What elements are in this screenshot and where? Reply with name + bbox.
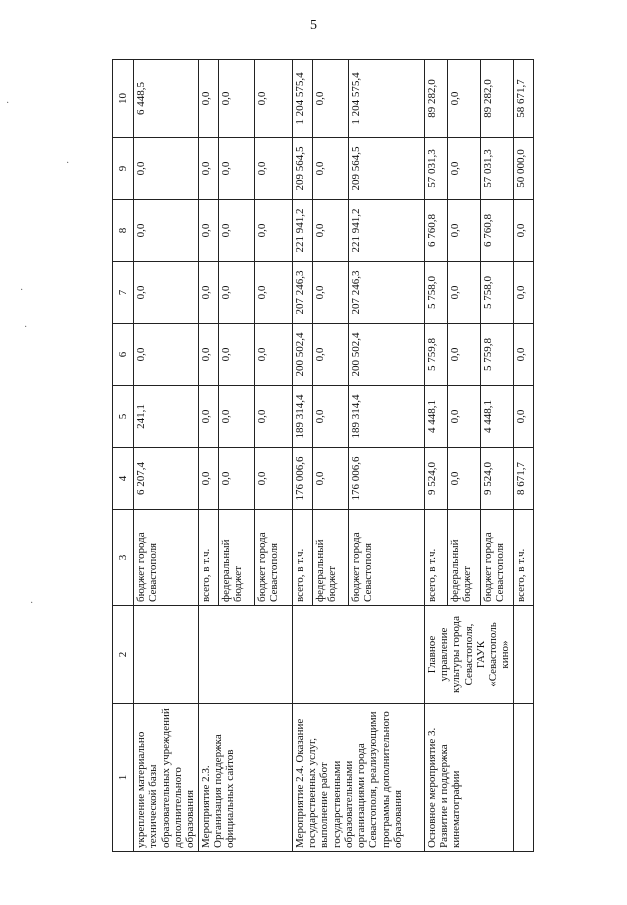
value-cell: 176 006,6	[292, 448, 312, 510]
executor-cell	[198, 606, 292, 704]
value-cell: 0,0	[198, 262, 218, 324]
column-header: 4	[113, 448, 134, 510]
value-cell: 0,0	[198, 324, 218, 386]
table-row	[292, 60, 312, 852]
event-name-cell: Мероприятие 2.4. Оказание государственных услуг, выполнение работ государственными образовательными организациями города Севастополя, реализующими программы дополнительного образования	[292, 704, 424, 852]
value-cell: 0,0	[513, 324, 533, 386]
value-cell: 0,0	[254, 386, 292, 448]
value-cell: 0,0	[218, 60, 254, 138]
value-cell: 0,0	[312, 138, 348, 200]
executor-cell	[292, 606, 424, 704]
value-cell: 176 006,6	[348, 448, 424, 510]
value-cell: 5 758,0	[480, 262, 513, 324]
event-name-cell: Основное мероприятие 3. Развитие и поддержка кинематографии	[424, 704, 513, 852]
value-cell: 0,0	[134, 324, 199, 386]
value-cell: 0,0	[134, 200, 199, 262]
scan-speck: ·	[24, 322, 28, 333]
value-cell: 0,0	[312, 386, 348, 448]
value-cell: 8 671,7	[513, 448, 533, 510]
value-cell: 209 564,5	[292, 138, 312, 200]
value-cell: 4 448,1	[480, 386, 513, 448]
value-cell: 0,0	[312, 448, 348, 510]
column-header: 9	[113, 138, 134, 200]
value-cell: 89 282,0	[480, 60, 513, 138]
value-cell: 0,0	[448, 324, 481, 386]
value-cell: 0,0	[218, 386, 254, 448]
header-row	[113, 60, 134, 852]
value-cell: 5 759,8	[424, 324, 447, 386]
value-cell: 0,0	[448, 60, 481, 138]
executor-cell	[513, 606, 533, 704]
value-cell: 0,0	[448, 200, 481, 262]
value-cell: 0,0	[312, 324, 348, 386]
funding-source-cell: бюджет города Севастополя	[254, 510, 292, 606]
value-cell: 209 564,5	[348, 138, 424, 200]
funding-source-cell: всего, в т.ч.	[292, 510, 312, 606]
funding-source-cell: федеральный бюджет	[448, 510, 481, 606]
column-header: 1	[113, 704, 134, 852]
value-cell: 0,0	[312, 60, 348, 138]
value-cell: 0,0	[198, 138, 218, 200]
value-cell: 0,0	[198, 60, 218, 138]
scan-speck: ·	[20, 285, 24, 296]
executor-cell: Главное управление культуры города Севастополя, ГАУК «Севастополь кино»	[424, 606, 513, 704]
value-cell: 0,0	[513, 262, 533, 324]
funding-source-cell: федеральный бюджет	[218, 510, 254, 606]
column-header: 7	[113, 262, 134, 324]
rotated-table-area	[112, 60, 527, 852]
column-header: 2	[113, 606, 134, 704]
funding-source-cell: бюджет города Севастополя	[348, 510, 424, 606]
value-cell: 9 524,0	[424, 448, 447, 510]
value-cell: 6 448,5	[134, 60, 199, 138]
value-cell: 0,0	[254, 138, 292, 200]
table-row	[134, 60, 199, 852]
column-header: 5	[113, 386, 134, 448]
value-cell: 200 502,4	[292, 324, 312, 386]
event-name-cell	[513, 704, 533, 852]
value-cell: 0,0	[448, 138, 481, 200]
scan-speck: ·	[6, 98, 10, 109]
value-cell: 6 207,4	[134, 448, 199, 510]
value-cell: 189 314,4	[348, 386, 424, 448]
value-cell: 58 671,7	[513, 60, 533, 138]
value-cell: 0,0	[513, 200, 533, 262]
value-cell: 0,0	[448, 386, 481, 448]
column-header: 10	[113, 60, 134, 138]
value-cell: 0,0	[218, 262, 254, 324]
value-cell: 4 448,1	[424, 386, 447, 448]
value-cell: 5 759,8	[480, 324, 513, 386]
value-cell: 0,0	[254, 324, 292, 386]
funding-source-cell: всего, в т.ч.	[424, 510, 447, 606]
value-cell: 200 502,4	[348, 324, 424, 386]
value-cell: 0,0	[254, 200, 292, 262]
value-cell: 57 031,3	[424, 138, 447, 200]
event-name-cell: укрепление материально технической базы образовательных учреждений дополнительного образования	[134, 704, 199, 852]
value-cell: 0,0	[198, 200, 218, 262]
value-cell: 221 941,2	[292, 200, 312, 262]
scan-speck: ·	[30, 598, 34, 609]
funding-source-cell: бюджет города Севастополя	[480, 510, 513, 606]
value-cell: 0,0	[513, 386, 533, 448]
value-cell: 0,0	[134, 262, 199, 324]
value-cell: 0,0	[218, 448, 254, 510]
column-header: 8	[113, 200, 134, 262]
value-cell: 0,0	[312, 200, 348, 262]
scan-speck: ·	[66, 158, 70, 169]
value-cell: 241,1	[134, 386, 199, 448]
value-cell: 0,0	[254, 262, 292, 324]
value-cell: 5 758,0	[424, 262, 447, 324]
value-cell: 0,0	[198, 386, 218, 448]
column-header: 3	[113, 510, 134, 606]
value-cell: 207 246,3	[292, 262, 312, 324]
value-cell: 6 760,8	[480, 200, 513, 262]
value-cell: 1 204 575,4	[348, 60, 424, 138]
executor-cell	[134, 606, 199, 704]
value-cell: 50 000,0	[513, 138, 533, 200]
value-cell: 9 524,0	[480, 448, 513, 510]
value-cell: 89 282,0	[424, 60, 447, 138]
value-cell: 0,0	[218, 324, 254, 386]
value-cell: 207 246,3	[348, 262, 424, 324]
column-header: 6	[113, 324, 134, 386]
value-cell: 57 031,3	[480, 138, 513, 200]
value-cell: 1 204 575,4	[292, 60, 312, 138]
funding-source-cell: всего, в т.ч.	[198, 510, 218, 606]
funding-source-cell: всего, в т.ч.	[513, 510, 533, 606]
funding-source-cell: федеральный бюджет	[312, 510, 348, 606]
value-cell: 221 941,2	[348, 200, 424, 262]
value-cell: 0,0	[134, 138, 199, 200]
value-cell: 0,0	[218, 138, 254, 200]
value-cell: 0,0	[218, 200, 254, 262]
value-cell: 0,0	[448, 262, 481, 324]
table-row	[513, 60, 533, 852]
funding-source-cell: бюджет города Севастополя	[134, 510, 199, 606]
value-cell: 189 314,4	[292, 386, 312, 448]
budget-table	[112, 59, 534, 852]
value-cell: 6 760,8	[424, 200, 447, 262]
table-row	[424, 60, 447, 852]
value-cell: 0,0	[312, 262, 348, 324]
value-cell: 0,0	[254, 60, 292, 138]
value-cell: 0,0	[198, 448, 218, 510]
event-name-cell: Мероприятие 2.3. Организация поддержка официальных сайтов	[198, 704, 292, 852]
value-cell: 0,0	[254, 448, 292, 510]
value-cell: 0,0	[448, 448, 481, 510]
page-number: 5	[310, 18, 317, 33]
table-row	[198, 60, 218, 852]
